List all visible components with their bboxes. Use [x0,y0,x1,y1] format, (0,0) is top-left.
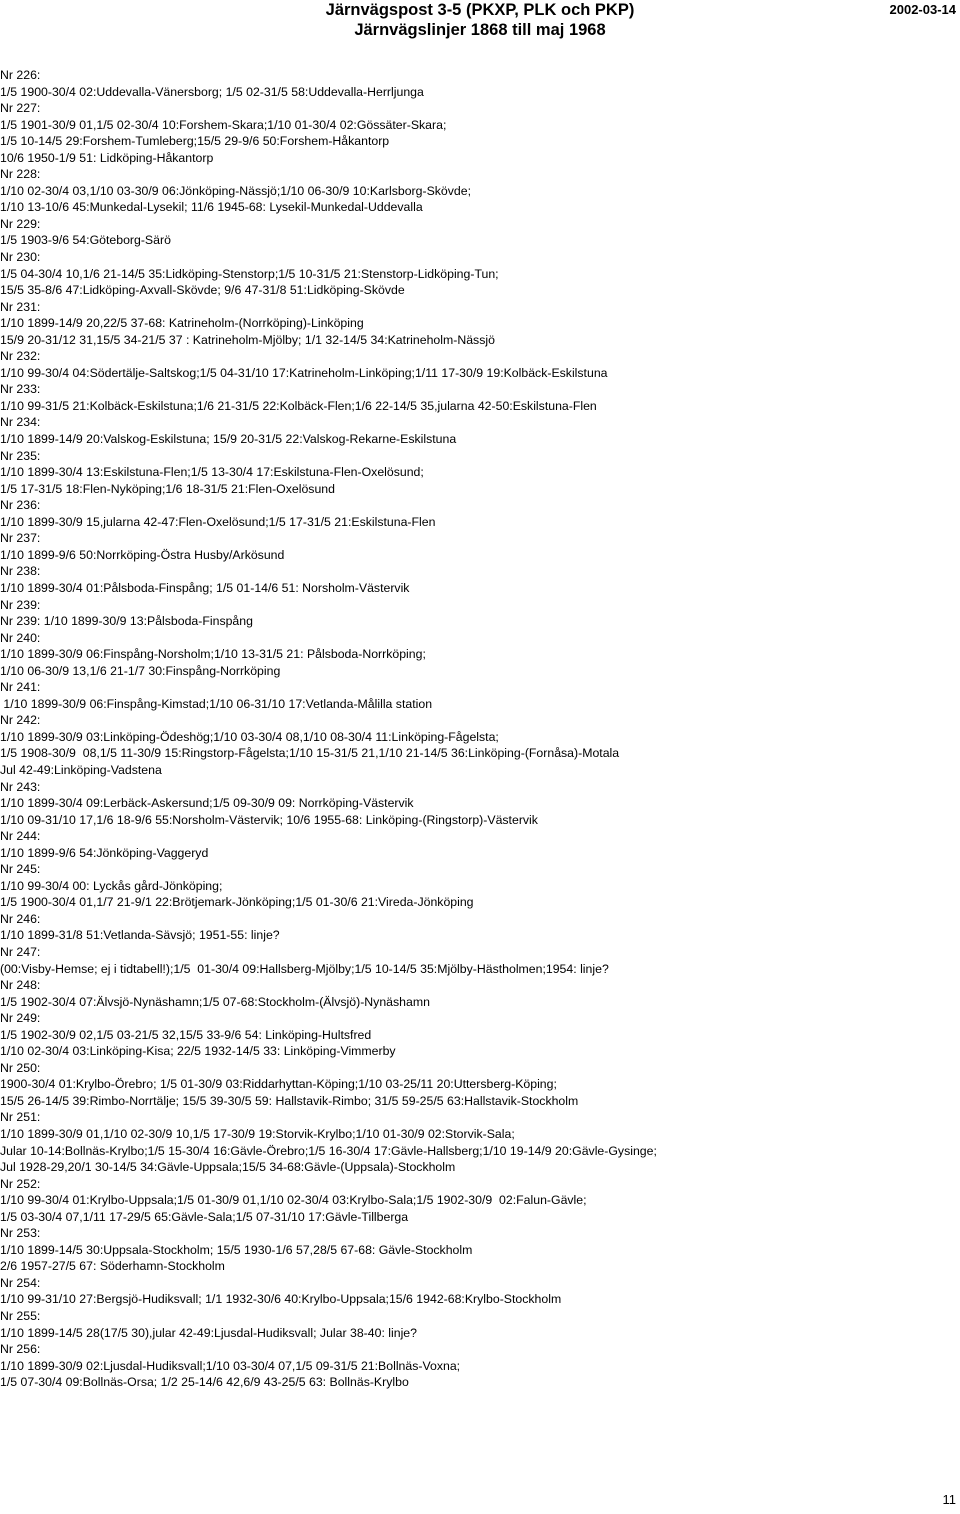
route-number-heading: Nr 242: [0,713,41,728]
route-line: 1/10 02-30/4 03:Linköping-Kisa; 22/5 1932-14/5 33: Linköping-Vimmerby [0,1044,396,1059]
header-date: 2002-03-14 [889,2,956,17]
route-line: 1/5 1902-30/4 07:Älvsjö-Nynäshamn;1/5 07-68:Stockholm-(Älvsjö)-Nynäshamn [0,994,430,1009]
route-line: 1/10 1899-31/8 51:Vetlanda-Sävsjö; 1951-55: linje? [0,928,280,943]
route-number-heading: Nr 246: [0,911,41,926]
route-number-heading: Nr 244: [0,829,41,844]
route-line: 1/5 1902-30/9 02,1/5 03-21/5 32,15/5 33-9/6 54: Linköping-Hultsfred [0,1027,372,1042]
route-line: 1/10 1899-9/6 50:Norrköping-Östra Husby/Arkösund [0,547,285,562]
route-number-heading: Nr 226: [0,68,41,82]
route-line: 1900-30/4 01:Krylbo-Örebro; 1/5 01-30/9 03:Riddarhyttan-Köping;1/10 03-25/11 20:Uttersberg-Köping; [0,1077,557,1092]
route-line: 1/5 17-31/5 18:Flen-Nyköping;1/6 18-31/5 21:Flen-Oxelösund [0,481,335,496]
route-number-heading: Nr 251: [0,1110,41,1125]
route-number-heading: Nr 241: [0,680,41,695]
page-number: 11 [942,1492,956,1507]
route-line: 1/10 1899-14/9 20,22/5 37-68: Katrineholm-(Norrköping)-Linköping [0,316,364,331]
route-number-heading: Nr 253: [0,1226,41,1241]
route-line: 1/10 1899-30/9 03:Linköping-Ödeshög;1/10 03-30/4 08,1/10 08-30/4 11:Linköping-Fågelsta; [0,729,499,744]
route-number-heading: Nr 229: [0,216,41,231]
route-line: 1/10 1899-30/4 09:Lerbäck-Askersund;1/5 09-30/9 09: Norrköping-Västervik [0,796,414,811]
route-line: 15/5 35-8/6 47:Lidköping-Axvall-Skövde; 9/6 47-31/8 51:Lidköping-Skövde [0,283,405,298]
route-line: 1/10 1899-14/5 28(17/5 30),jular 42-49:Ljusdal-Hudiksvall; Jular 38-40: linje? [0,1325,417,1340]
route-line: 1/10 1899-30/9 06:Finspång-Norsholm;1/10 13-31/5 21: Pålsboda-Norrköping; [0,647,426,662]
route-line: 1/10 99-30/4 04:Södertälje-Saltskog;1/5 04-31/10 17:Katrineholm-Linköping;1/11 17-30/9 19:Kolbäck-Eskilstuna [0,365,608,380]
document-body [0,67,960,1391]
route-line: 15/9 20-31/12 31,15/5 34-21/5 37 : Katrineholm-Mjölby; 1/1 32-14/5 34:Katrineholm-Nässjö [0,332,495,347]
route-line: 1/10 99-30/4 00: Lyckås gård-Jönköping; [0,878,223,893]
route-line: 1/10 09-31/10 17,1/6 18-9/6 55:Norsholm-Västervik; 10/6 1955-68: Linköping-(Ringstorp)-Västervik [0,812,538,827]
route-line: Jular 10-14:Bollnäs-Krylbo;1/5 15-30/4 16:Gävle-Örebro;1/5 16-30/4 17:Gävle-Hallsberg;1/10 19-14/9 20:Gävle-Gysinge; [0,1143,657,1158]
route-number-heading: Nr 245: [0,862,41,877]
route-line: 1/10 1899-30/9 06:Finspång-Kimstad;1/10 06-31/10 17:Vetlanda-Målilla station [0,696,433,711]
route-number-heading: Nr 237: [0,531,41,546]
route-number-heading: Nr 227: [0,101,41,116]
route-line: 1/5 1901-30/9 01,1/5 02-30/4 10:Forshem-Skara;1/10 01-30/4 02:Gössäter-Skara; [0,117,447,132]
route-line: 1/5 03-30/4 07,1/11 17-29/5 65:Gävle-Sala;1/5 07-31/10 17:Gävle-Tillberga [0,1209,409,1224]
route-number-heading: Nr 254: [0,1275,41,1290]
route-line: 1/10 1899-30/4 01:Pålsboda-Finspång; 1/5 01-14/6 51: Norsholm-Västervik [0,580,410,595]
route-line: 1/10 1899-30/9 01,1/10 02-30/9 10,1/5 17-30/9 19:Storvik-Krylbo;1/10 01-30/9 02:Storvik-Sala; [0,1127,515,1141]
route-line: (00:Visby-Hemse; ej i tidtabell!);1/5 01-30/4 09:Hallsberg-Mjölby;1/5 10-14/5 35:Mjölby-Hästholmen;1954: linje? [0,961,609,976]
route-line: 1/5 07-30/4 09:Bollnäs-Orsa; 1/2 25-14/6 42,6/9 43-25/5 63: Bollnäs-Krylbo [0,1375,409,1390]
route-line: 1/10 1899-14/9 20:Valskog-Eskilstuna; 15/9 20-31/5 22:Valskog-Rekarne-Eskilstuna [0,432,457,447]
route-line: 1/5 1900-30/4 01,1/7 21-9/1 22:Brötjemark-Jönköping;1/5 01-30/6 21:Vireda-Jönköping [0,895,474,910]
route-line: 1/5 10-14/5 29:Forshem-Tumleberg;15/5 29-9/6 50:Forshem-Håkantorp [0,134,390,149]
route-number-heading: Nr 238: [0,564,41,579]
route-line: Jul 42-49:Linköping-Vadstena [0,762,162,777]
route-line: 1/10 1899-30/4 13:Eskilstuna-Flen;1/5 13-30/4 17:Eskilstuna-Flen-Oxelösund; [0,465,424,480]
route-line: 1/5 1903-9/6 54:Göteborg-Särö [0,233,171,248]
route-line: 1/10 06-30/9 13,1/6 21-1/7 30:Finspång-Norrköping [0,663,281,678]
route-line: 1/10 99-31/5 21:Kolbäck-Eskilstuna;1/6 21-31/5 22:Kolbäck-Flen;1/6 22-14/5 35,jularna 42-50:Eskilstuna-Flen [0,398,597,413]
route-line: 1/10 13-10/6 45:Munkedal-Lysekil; 11/6 1945-68: Lysekil-Munkedal-Uddevalla [0,200,423,215]
route-number-heading: Nr 239: [0,597,41,612]
route-line: 1/10 02-30/4 03,1/10 03-30/9 06:Jönköping-Nässjö;1/10 06-30/9 10:Karlsborg-Skövde; [0,183,472,198]
route-number-heading: Nr 249: [0,1011,41,1026]
route-number-heading: Nr 231: [0,299,41,314]
route-line: Nr 239: 1/10 1899-30/9 13:Pålsboda-Finspång [0,614,253,629]
route-number-heading: Nr 240: [0,630,41,645]
route-line: Jul 1928-29,20/1 30-14/5 34:Gävle-Uppsala;15/5 34-68:Gävle-(Uppsala)-Stockholm [0,1160,456,1175]
route-line: 1/5 1900-30/4 02:Uddevalla-Vänersborg; 1/5 02-31/5 58:Uddevalla-Herrljunga [0,84,424,99]
route-number-heading: Nr 233: [0,382,41,397]
route-line: 1/5 04-30/4 10,1/6 21-14/5 35:Lidköping-Stenstorp;1/5 10-31/5 21:Stenstorp-Lidköping-Tun; [0,266,499,281]
route-line: 1/10 99-31/10 27:Bergsjö-Hudiksvall; 1/1 1932-30/6 40:Krylbo-Uppsala;15/6 1942-68:Krylbo-Stockholm [0,1292,562,1307]
route-line: 1/10 1899-30/9 15,jularna 42-47:Flen-Oxelösund;1/5 17-31/5 21:Eskilstuna-Flen [0,514,436,529]
route-number-heading: Nr 248: [0,978,41,993]
route-line: 15/5 26-14/5 39:Rimbo-Norrtälje; 15/5 39-30/5 59: Hallstavik-Rimbo; 31/5 59-25/5 63:Hallstavik-Stockholm [0,1093,579,1108]
route-number-heading: Nr 250: [0,1060,41,1075]
route-number-heading: Nr 255: [0,1309,41,1324]
header-title-line2: Järnvägslinjer 1868 till maj 1968 [354,21,606,39]
header-title-line1: Järnvägspost 3-5 (PKXP, PLK och PKP) [325,1,635,19]
route-number-heading: Nr 232: [0,349,41,364]
route-line: 1/5 1908-30/9 08,1/5 11-30/9 15:Ringstorp-Fågelsta;1/10 15-31/5 21,1/10 21-14/5 36:Linköping-(Fornåsa)-Motala [0,746,620,761]
route-line: 2/6 1957-27/5 67: Söderhamn-Stockholm [0,1259,225,1274]
route-number-heading: Nr 235: [0,448,41,463]
route-number-heading: Nr 252: [0,1176,41,1191]
route-number-heading: Nr 247: [0,944,41,959]
route-line: 1/10 1899-14/5 30:Uppsala-Stockholm; 15/5 1930-1/6 57,28/5 67-68: Gävle-Stockholm [0,1242,473,1257]
route-line: 1/10 99-30/4 01:Krylbo-Uppsala;1/5 01-30/9 01,1/10 02-30/4 03:Krylbo-Sala;1/5 1902-30/9 02:Falun-Gävle; [0,1193,587,1208]
route-number-heading: Nr 228: [0,167,41,182]
route-line: 1/10 1899-30/9 02:Ljusdal-Hudiksvall;1/10 03-30/4 07,1/5 09-31/5 21:Bollnäs-Voxna; [0,1358,461,1373]
route-line: 1/10 1899-9/6 54:Jönköping-Vaggeryd [0,845,209,860]
route-number-heading: Nr 236: [0,498,41,513]
route-number-heading: Nr 243: [0,779,41,794]
route-number-heading: Nr 234: [0,415,41,430]
route-line: 10/6 1950-1/9 51: Lidköping-Håkantorp [0,150,214,165]
route-number-heading: Nr 256: [0,1342,41,1357]
route-number-heading: Nr 230: [0,250,41,265]
